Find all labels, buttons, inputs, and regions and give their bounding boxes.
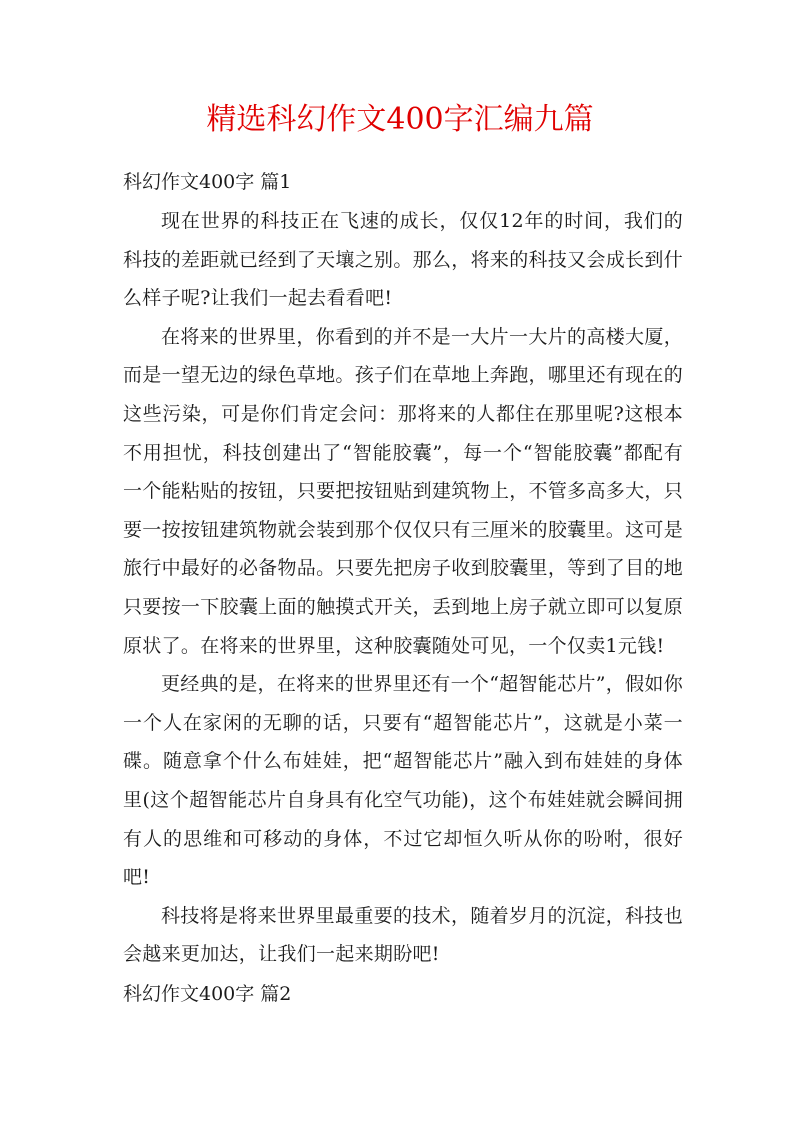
paragraph-2: 在将来的世界里，你看到的并不是一大片一大片的高楼大厦，而是一望无边的绿色草地。孩子们在草地上奔跑，哪里还有现在的这些污染，可是你们肯定会问：那将来的人都住在那里呢?这根本不用担忧，科技创建出了“智能胶囊”，每一个“智能胶囊”都配有一个能粘贴的按钮，只要把按钮贴到建筑物上，不管多高多大，只要一按按钮建筑物就会装到那个仅仅只有三厘米的胶囊里。这可是旅行中最好的必备物品。只要先把房子收到胶囊里，等到了目的地只要按一下胶囊上面的触摸式开关，丢到地上房子就立即可以复原原状了。在将来的世界里，这种胶囊随处可见，一个仅卖1元钱!: [123, 325, 683, 657]
paragraph-1: 现在世界的科技正在飞速的成长，仅仅12年的时间，我们的科技的差距就已经到了天壤之别。那么，将来的科技又会成长到什么样子呢?让我们一起去看看吧!: [123, 210, 683, 310]
article-body: [123, 162, 683, 1014]
paragraph-4: 科技将是将来世界里最重要的技术，随着岁月的沉淀，科技也会越来更加达，让我们一起来期盼吧!: [123, 904, 683, 966]
section-heading-2: 科幻作文400字 篇2: [123, 982, 292, 1005]
page-title: 精选科幻作文400字汇编九篇: [206, 102, 594, 137]
section-heading-1: 科幻作文400字 篇1: [123, 171, 292, 193]
paragraph-3: 更经典的是，在将来的世界里还有一个“超智能芯片”，假如你一个人在家闲的无聊的话，只要有“超智能芯片”，这就是小菜一碟。随意拿个什么布娃娃，把“超智能芯片”融入到布娃娃的身体里(这个超智能芯片自身具有化空气功能)，这个布娃娃就会瞬间拥有人的思维和可移动的身体，不过它却恒久听从你的吩咐，很好吧!: [123, 673, 683, 889]
